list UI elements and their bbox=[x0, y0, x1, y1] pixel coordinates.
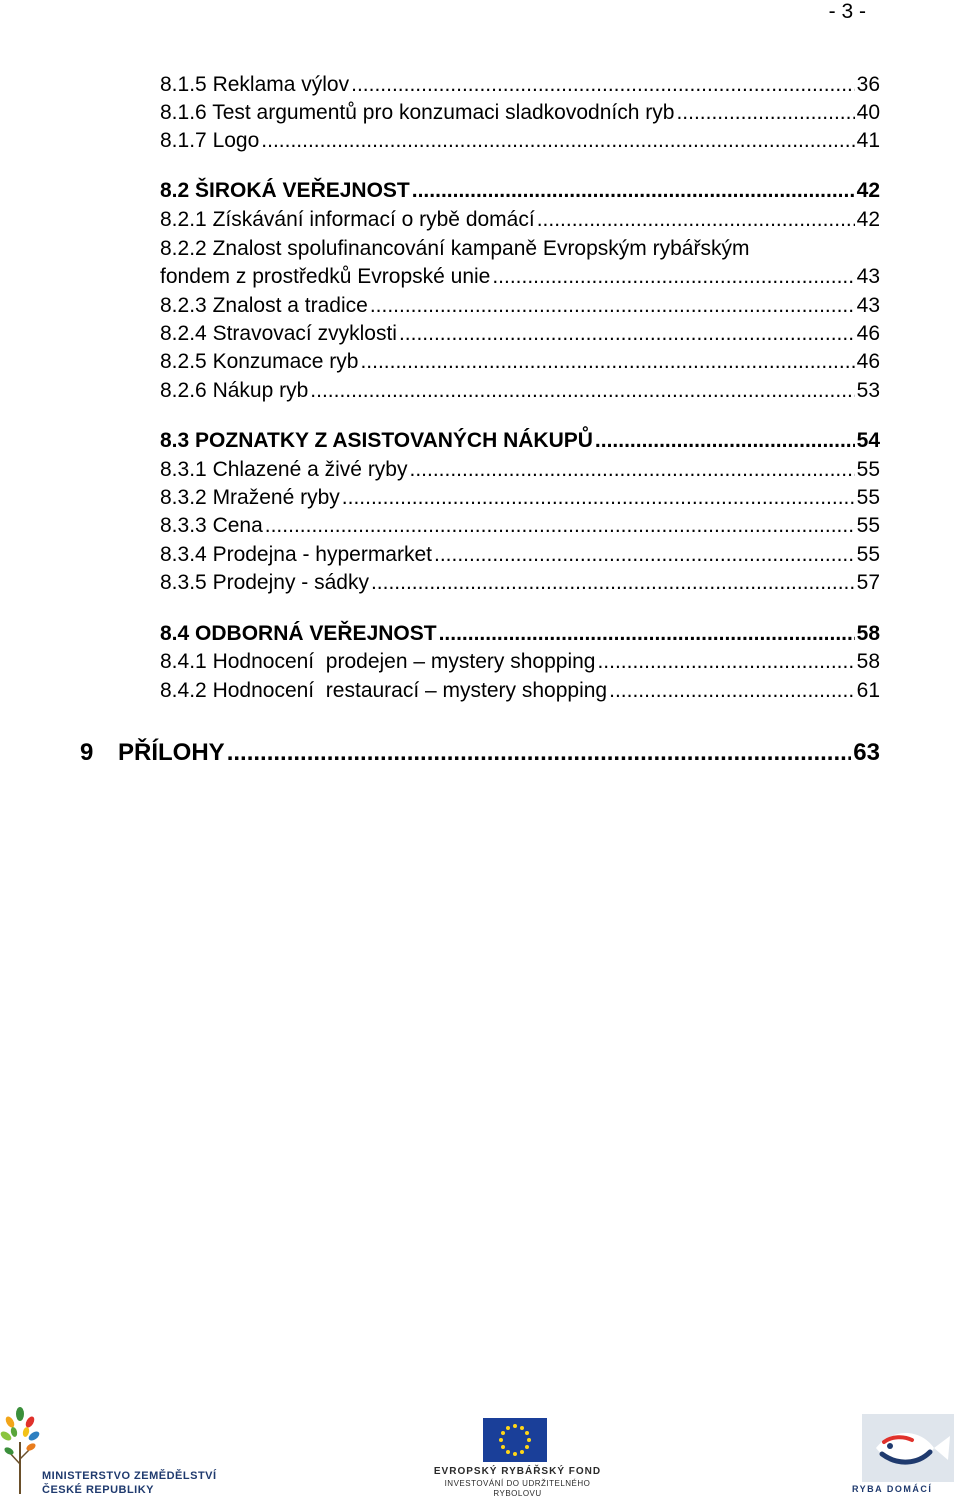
toc-page-number: 58 bbox=[856, 622, 880, 645]
toc-page-number: 41 bbox=[856, 129, 880, 152]
toc-number: 8.2.4 bbox=[160, 322, 207, 345]
dot-leader bbox=[227, 738, 852, 768]
toc-number: 8.2.6 bbox=[160, 379, 207, 402]
dot-leader bbox=[351, 71, 855, 99]
toc-page-number: 54 bbox=[856, 429, 880, 452]
toc-page-number: 55 bbox=[856, 458, 880, 481]
toc-title: POZNATKY Z ASISTOVANÝCH NÁKUPŮ bbox=[195, 429, 593, 452]
toc-page-number: 57 bbox=[856, 571, 880, 594]
toc-number: 8.2 bbox=[160, 179, 190, 202]
toc-title: ŠIROKÁ VEŘEJNOST bbox=[195, 179, 410, 202]
toc-title: Konzumace ryb bbox=[212, 350, 359, 373]
toc-title: Znalost spolufinancování kampaně Evropským rybářským bbox=[212, 237, 750, 260]
toc-entry[interactable] bbox=[160, 456, 880, 484]
toc-title: Logo bbox=[212, 129, 260, 152]
toc-entry-continuation[interactable] bbox=[160, 263, 880, 291]
dot-leader bbox=[342, 484, 855, 512]
toc-entry[interactable] bbox=[160, 512, 880, 540]
toc-section-entry[interactable] bbox=[160, 177, 880, 205]
toc-page-number: 36 bbox=[856, 73, 880, 96]
toc-title: Znalost a tradice bbox=[212, 294, 368, 317]
dot-leader bbox=[537, 206, 855, 234]
toc-title: Cena bbox=[212, 514, 263, 537]
toc-entry[interactable] bbox=[160, 648, 880, 676]
footer-logos bbox=[0, 1400, 960, 1499]
toc-number: 9 bbox=[80, 739, 94, 766]
toc-title: Stravovací zvyklosti bbox=[212, 322, 397, 345]
toc-entry[interactable] bbox=[160, 569, 880, 597]
toc-page-number: 61 bbox=[856, 679, 880, 702]
fish-logo-icon bbox=[862, 1414, 954, 1482]
toc-title: Prodejna - hypermarket bbox=[212, 543, 432, 566]
toc-page-number: 40 bbox=[856, 101, 880, 124]
toc-number: 8.2.3 bbox=[160, 294, 207, 317]
toc-number: 8.3 bbox=[160, 429, 190, 452]
toc-entry[interactable] bbox=[160, 71, 880, 99]
toc-entry[interactable] bbox=[160, 541, 880, 569]
toc-entry[interactable] bbox=[160, 377, 880, 405]
toc-number: 8.2.5 bbox=[160, 350, 207, 373]
toc-title: Získávání informací o rybě domácí bbox=[212, 208, 535, 231]
toc-section-entry[interactable] bbox=[160, 620, 880, 648]
dot-leader bbox=[410, 456, 855, 484]
dot-leader bbox=[360, 348, 854, 376]
toc-number: 8.2.1 bbox=[160, 208, 207, 231]
toc-title: PŘÍLOHY bbox=[118, 739, 225, 766]
toc-number: 8.1.7 bbox=[160, 129, 207, 152]
dot-leader bbox=[412, 177, 855, 205]
toc-title: Mražené ryby bbox=[212, 486, 340, 509]
ministry-logo bbox=[0, 1400, 217, 1499]
dot-leader bbox=[370, 292, 855, 320]
dot-leader bbox=[595, 427, 855, 455]
toc-number: 8.3.2 bbox=[160, 486, 207, 509]
dot-leader bbox=[261, 127, 854, 155]
toc-page-number: 43 bbox=[856, 265, 880, 288]
toc-entry[interactable] bbox=[160, 677, 880, 705]
ryba-domaci-text: RYBA DOMÁCÍ bbox=[852, 1484, 933, 1494]
toc-entry[interactable] bbox=[160, 127, 880, 155]
toc-title: Chlazené a živé ryby bbox=[212, 458, 408, 481]
eu-fund-tagline-2: RYBOLOVU bbox=[493, 1489, 542, 1498]
toc-number: 8.4 bbox=[160, 622, 190, 645]
toc-entry-first-line[interactable] bbox=[160, 235, 880, 263]
eu-fund-name: EVROPSKÝ RYBÁŘSKÝ FOND bbox=[433, 1466, 602, 1477]
dot-leader bbox=[609, 677, 855, 705]
toc-number: 8.1.6 bbox=[160, 101, 207, 124]
toc-page-number: 53 bbox=[856, 379, 880, 402]
tree-logo-icon bbox=[0, 1404, 40, 1496]
toc-page-number: 63 bbox=[853, 739, 880, 766]
toc-page-number: 55 bbox=[856, 543, 880, 566]
toc-entry[interactable] bbox=[160, 292, 880, 320]
eu-flag-icon bbox=[483, 1418, 547, 1462]
dot-leader bbox=[265, 512, 855, 540]
toc-entry[interactable] bbox=[160, 348, 880, 376]
toc-title: Hodnocení prodejen – mystery shopping bbox=[212, 650, 596, 673]
toc-number: 8.1.5 bbox=[160, 73, 207, 96]
toc-title: Hodnocení restaurací – mystery shopping bbox=[212, 679, 608, 702]
toc-number: 8.3.1 bbox=[160, 458, 207, 481]
dot-leader bbox=[676, 99, 854, 127]
toc-title: ODBORNÁ VEŘEJNOST bbox=[195, 622, 437, 645]
dot-leader bbox=[399, 320, 855, 348]
toc-number: 8.4.1 bbox=[160, 650, 207, 673]
ryba-domaci-logo bbox=[842, 1400, 960, 1499]
dot-leader bbox=[439, 620, 855, 648]
eu-fund-tagline: INVESTOVÁNÍ DO UDRŽITELNÉHO bbox=[444, 1479, 591, 1488]
toc-page-number: 58 bbox=[856, 650, 880, 673]
toc-entry[interactable] bbox=[160, 484, 880, 512]
ministry-name-line2: ČESKÉ REPUBLIKY bbox=[42, 1484, 155, 1496]
toc-entry[interactable] bbox=[160, 320, 880, 348]
toc-title: Reklama výlov bbox=[212, 73, 350, 96]
toc-page-number: 46 bbox=[856, 350, 880, 373]
dot-leader bbox=[310, 377, 854, 405]
toc-number: 8.4.2 bbox=[160, 679, 207, 702]
toc-page-number: 42 bbox=[856, 208, 880, 231]
toc-entry[interactable] bbox=[160, 99, 880, 127]
toc-title: Nákup ryb bbox=[212, 379, 309, 402]
toc-page-number: 55 bbox=[856, 514, 880, 537]
toc-title: Test argumentů pro konzumaci sladkovodních ryb bbox=[212, 101, 675, 124]
toc-page-number: 42 bbox=[856, 179, 880, 202]
eu-fund-logo bbox=[425, 1400, 610, 1499]
toc-number: 8.3.3 bbox=[160, 514, 207, 537]
toc-title: Prodejny - sádky bbox=[212, 571, 369, 594]
toc-chapter-entry[interactable] bbox=[80, 738, 880, 768]
toc-title-continuation: fondem z prostředků Evropské unie bbox=[160, 265, 491, 288]
dot-leader bbox=[434, 541, 855, 569]
toc-number: 8.2.2 bbox=[160, 237, 207, 260]
toc-entry[interactable] bbox=[160, 206, 880, 234]
toc-section-entry[interactable] bbox=[160, 427, 880, 455]
toc-page-number: 55 bbox=[856, 486, 880, 509]
toc-page-number: 43 bbox=[856, 294, 880, 317]
dot-leader bbox=[492, 263, 854, 291]
page-number: - 3 - bbox=[828, 0, 866, 23]
ministry-name-line1: MINISTERSTVO ZEMĚDĚLSTVÍ bbox=[42, 1470, 217, 1482]
dot-leader bbox=[597, 648, 854, 676]
toc-number: 8.3.5 bbox=[160, 571, 207, 594]
toc-page-number: 46 bbox=[856, 322, 880, 345]
dot-leader bbox=[371, 569, 855, 597]
toc-number: 8.3.4 bbox=[160, 543, 207, 566]
